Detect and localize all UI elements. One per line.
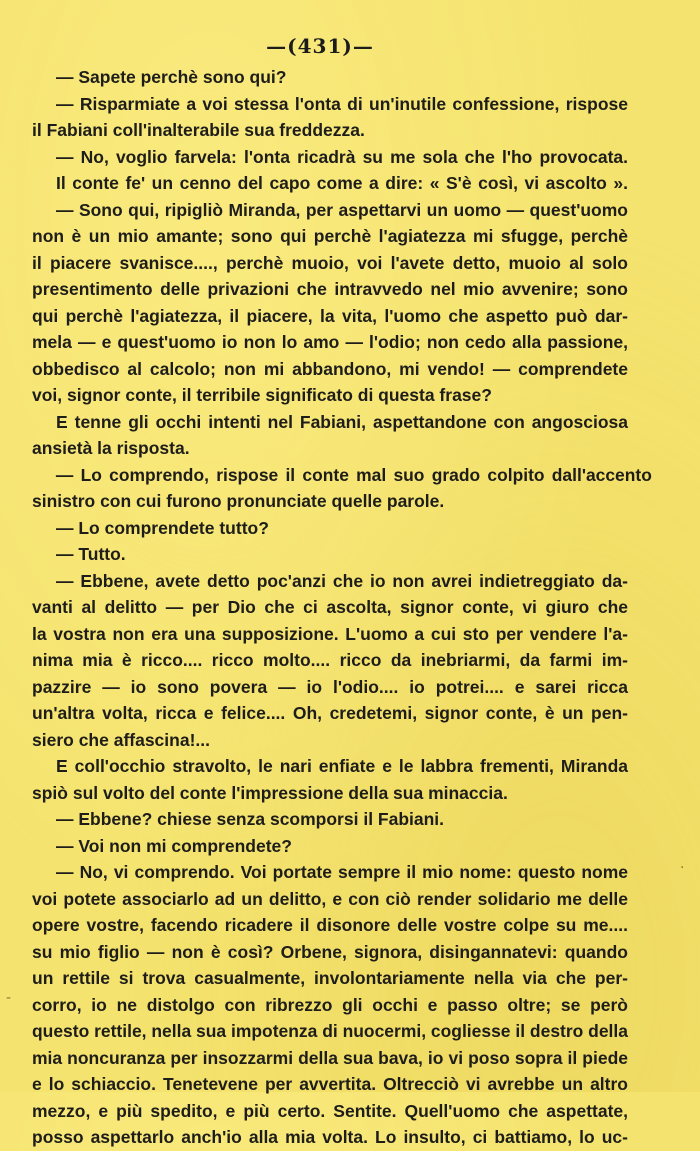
text-line: un rettile si trova casualmente, involontariamente nella via che per-	[32, 968, 628, 988]
text-line: sinistro con cui furono pronunciate quelle parole.	[32, 491, 445, 511]
text-line: questo rettile, nella sua impotenza di nuocermi, cogliesse il destro della	[32, 1021, 628, 1041]
text-line: non è un mio amante; sono qui perchè l'agiatezza mi sfugge, perchè	[32, 226, 628, 246]
text-line: spiò sul volto del conte l'impressione della sua minaccia.	[32, 782, 508, 803]
text-line: — Voi non mi comprendete?	[56, 835, 292, 856]
text-line: — Sono qui, ripigliò Miranda, per aspettarvi un uomo — quest'uomo	[56, 199, 628, 220]
body-text	[32, 64, 652, 1151]
text-line: obbedisco al calcolo; non mi abbandono, mi vendo! — comprendete	[32, 358, 628, 379]
text-line: mia noncuranza per insozzarmi della sua bava, io vi poso sopra il piede	[32, 1047, 628, 1068]
margin-dot: ·	[680, 860, 685, 876]
text-line: il piacere svanisce...., perchè muoio, voi l'avete detto, muoio al solo	[32, 252, 628, 273]
text-line: qui perchè l'agiatezza, il piacere, la vita, l'uomo che aspetto può dar-	[32, 305, 628, 326]
text-line: — No, vi comprendo. Voi portate sempre il mio nome: questo nome	[56, 862, 628, 882]
text-line: il Fabiani coll'inalterabile sua freddezza.	[32, 120, 365, 140]
text-line: presentimento delle privazioni che intravvedo nel mio avvenire; sono	[32, 279, 628, 299]
text-line: E tenne gli occhi intenti nel Fabiani, aspettandone con angosciosa	[56, 411, 628, 432]
text-line: un'altra volta, ricca e felice.... Oh, credetemi, signor conte, è un pen-	[32, 703, 628, 723]
text-line: voi potete associarlo ad un delitto, e con ciò render solidario me delle	[32, 888, 628, 909]
text-line: — Lo comprendete tutto?	[56, 517, 269, 538]
text-line: — Ebbene? chiese senza scomporsi il Fabiani.	[56, 809, 445, 829]
text-line: — Sapete perchè sono qui?	[56, 67, 287, 87]
text-line: opere vostre, facendo ricadere il disonore delle vostre colpe su me....	[32, 915, 628, 935]
text-line: voi, signor conte, il terribile significato di questa frase?	[32, 385, 492, 405]
text-line: mela — e quest'uomo io non lo amo — l'odio; non cedo alla passione,	[32, 332, 628, 352]
text-line: la vostra non era una supposizione. L'uomo a cui sto per vendere l'a-	[32, 623, 628, 644]
text-line: E coll'occhio stravolto, le nari enfiate e le labbra frementi, Miranda	[56, 756, 628, 776]
text-line: — Ebbene, avete detto poc'anzi che io non avrei indietreggiato da-	[56, 570, 628, 591]
text-line: Il conte fe' un cenno del capo come a dire: « S'è così, vi ascolto ».	[56, 173, 628, 193]
text-line: ansietà la risposta.	[32, 438, 190, 458]
text-line: posso aspettarlo anch'io alla mia volta. Lo insulto, ci battiamo, lo uc-	[32, 1127, 628, 1147]
text-line: corro, io ne distolgo con ribrezzo gli occhi e passo oltre; se però	[32, 994, 628, 1015]
text-line: — No, voglio farvela: l'onta ricadrà su me sola che l'ho provocata.	[56, 146, 628, 167]
text-line: siero che affascina!...	[32, 729, 210, 750]
text-line: — Lo comprendo, rispose il conte mal suo grado colpito dall'accento	[55, 464, 652, 485]
text-line: nima mia è ricco.... ricco molto.... ricco da inebriarmi, da farmi im-	[32, 650, 628, 670]
text-line: mezzo, e più spedito, e più certo. Sentite. Quell'uomo che aspettate,	[32, 1100, 628, 1121]
text-line: pazzire — io sono povera — io l'odio.... io potrei.... e sarei ricca	[32, 676, 628, 697]
text-line: — Risparmiate a voi stessa l'onta di un'inutile confessione, rispose	[56, 93, 628, 114]
text-line: e lo schiaccio. Tenetevene per avvertita. Oltrecciò vi avrebbe un altro	[32, 1074, 628, 1094]
text-line: vanti al delitto — per Dio che ci ascolta, signor conte, vi giuro che	[32, 597, 628, 617]
text-line: — Tutto.	[56, 544, 126, 564]
page-number: —(431)—	[266, 34, 374, 58]
margin-dash: -	[6, 990, 12, 1006]
text-line: su mio figlio — non è così? Orbene, signora, disingannatevi: quando	[32, 941, 628, 962]
